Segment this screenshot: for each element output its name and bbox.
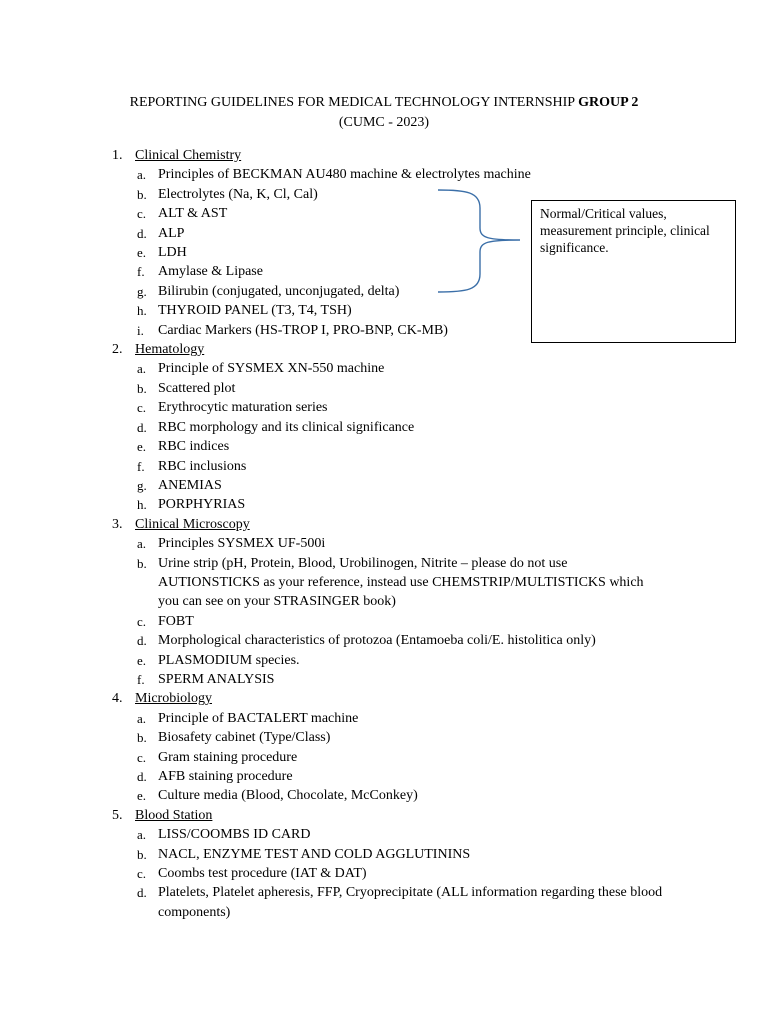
list-item [108, 418, 668, 437]
item-text: Erythrocytic maturation series [158, 400, 328, 416]
item-text: Biosafety cabinet (Type/Class) [158, 730, 331, 746]
list-item [108, 651, 668, 670]
item-text: Urine strip (pH, Protein, Blood, Urobilinogen, Nitrite – please do not use AUTIONSTICKS as your reference, instead use CHEMSTRIP/MULTISTICKS which you can see on your STRASINGER book) [158, 555, 644, 610]
list-item [108, 883, 668, 922]
list-item [108, 379, 668, 398]
section-title: Clinical Chemistry [135, 148, 242, 163]
item-letter: h. [137, 303, 147, 319]
item-letter: g. [137, 477, 147, 493]
section [108, 806, 668, 922]
section-heading [108, 806, 668, 825]
list-item [108, 845, 668, 864]
item-letter: c. [137, 400, 147, 416]
item-list [108, 709, 668, 806]
brace-connector [436, 186, 526, 296]
item-letter: d. [137, 769, 147, 784]
item-letter: a. [137, 167, 147, 183]
list-item [108, 437, 668, 456]
document-header [0, 93, 768, 133]
item-letter: d. [137, 633, 147, 649]
section-title: Microbiology [135, 691, 212, 707]
item-letter: e. [137, 652, 147, 668]
section-heading [108, 689, 668, 708]
item-text: Amylase & Lipase [158, 264, 263, 280]
item-text: Coombs test procedure (IAT & DAT) [158, 866, 367, 882]
section-number: 5. [112, 807, 123, 823]
list-item [108, 398, 668, 417]
item-list [108, 359, 668, 514]
document-title [0, 93, 768, 113]
list-item [108, 767, 668, 786]
title-main: REPORTING GUIDELINES FOR MEDICAL TECHNOLOGY INTERNSHIP [129, 95, 575, 110]
item-letter: b. [137, 186, 147, 202]
list-item [108, 476, 668, 495]
list-item [108, 554, 668, 612]
item-letter: f. [137, 671, 145, 687]
section-number: 2. [112, 342, 123, 358]
section-title: Clinical Microscopy [135, 516, 250, 532]
item-list [108, 534, 668, 689]
item-letter: b. [137, 730, 147, 746]
item-letter: a. [137, 710, 147, 726]
list-item [108, 709, 668, 728]
item-letter: g. [137, 283, 147, 299]
list-item [108, 165, 668, 184]
item-text: Principles SYSMEX UF-500i [158, 536, 326, 552]
item-letter: h. [137, 497, 147, 513]
section [108, 689, 668, 805]
item-letter: c. [137, 206, 147, 222]
item-text: ALT & AST [158, 206, 228, 222]
item-text: Electrolytes (Na, K, Cl, Cal) [158, 186, 318, 202]
item-letter: c. [137, 866, 147, 882]
note-box [531, 200, 736, 343]
item-text: NACL, ENZYME TEST AND COLD AGGLUTININS [158, 846, 471, 862]
item-letter: d. [137, 885, 147, 901]
item-text: LDH [158, 245, 187, 261]
list-item [108, 359, 668, 378]
item-text: ALP [158, 225, 185, 241]
item-list [108, 825, 668, 922]
item-text: Principles of BECKMAN AU480 machine & electrolytes machine [158, 167, 531, 183]
section [108, 340, 668, 515]
item-text: ANEMIAS [158, 477, 222, 493]
item-letter: d. [137, 225, 147, 241]
item-letter: b. [137, 555, 147, 571]
section-number: 3. [112, 516, 123, 532]
item-text: RBC morphology and its clinical significance [158, 419, 415, 435]
item-text: FOBT [158, 613, 194, 629]
section-number: 4. [112, 691, 123, 707]
item-text: LISS/COOMBS ID CARD [158, 827, 311, 843]
item-text: THYROID PANEL (T3, T4, TSH) [158, 303, 352, 319]
list-item [108, 864, 668, 883]
item-text: Scattered plot [158, 380, 236, 396]
item-letter: e. [137, 439, 147, 455]
section-heading [108, 515, 668, 534]
item-text: Cardiac Markers (HS-TROP I, PRO-BNP, CK-MB) [158, 322, 448, 338]
item-letter: f. [137, 264, 145, 280]
item-text: PORPHYRIAS [158, 497, 246, 513]
item-letter: f. [137, 458, 145, 474]
list-item [108, 825, 668, 844]
item-letter: b. [137, 846, 147, 862]
item-text: Principle of SYSMEX XN-550 machine [158, 361, 385, 377]
item-text: Bilirubin (conjugated, unconjugated, delta) [158, 283, 400, 299]
item-letter: a. [137, 827, 147, 843]
list-item [108, 612, 668, 631]
item-letter: d. [137, 419, 147, 435]
list-item [108, 457, 668, 476]
item-text: Platelets, Platelet apheresis, FFP, Cryoprecipitate (ALL information regarding these blood components) [158, 885, 663, 920]
section-number: 1. [112, 148, 123, 163]
section [108, 515, 668, 690]
section-heading [108, 146, 668, 165]
item-letter: c. [137, 749, 147, 765]
item-letter: i. [137, 322, 144, 338]
item-text: RBC inclusions [158, 458, 247, 474]
section-title: Blood Station [135, 807, 213, 823]
item-text: AFB staining procedure [158, 769, 293, 784]
item-text: PLASMODIUM species. [158, 652, 300, 668]
item-letter: c. [137, 613, 147, 629]
item-text: Principle of BACTALERT machine [158, 710, 359, 726]
document-subtitle: (CUMC - 2023) [338, 115, 430, 130]
title-group: GROUP 2 [578, 95, 639, 110]
list-item [108, 631, 668, 650]
list-item [108, 748, 668, 767]
item-text: SPERM ANALYSIS [158, 671, 275, 687]
item-text: Morphological characteristics of protozoa (Entamoeba coli/E. histolitica only) [158, 633, 596, 649]
list-item [108, 670, 668, 689]
list-item [108, 728, 668, 747]
note-text: Normal/Critical values, measurement principle, clinical significance. [540, 206, 710, 255]
item-letter: e. [137, 788, 147, 804]
item-letter: e. [137, 245, 147, 261]
list-item [108, 534, 668, 553]
list-item [108, 786, 668, 805]
item-letter: a. [137, 536, 147, 552]
item-text: RBC indices [158, 439, 230, 455]
list-item [108, 495, 668, 514]
item-letter: b. [137, 380, 147, 396]
item-letter: a. [137, 361, 147, 377]
section-title: Hematology [135, 342, 205, 358]
item-text: Gram staining procedure [158, 749, 298, 765]
item-text: Culture media (Blood, Chocolate, McConkey) [158, 788, 418, 804]
